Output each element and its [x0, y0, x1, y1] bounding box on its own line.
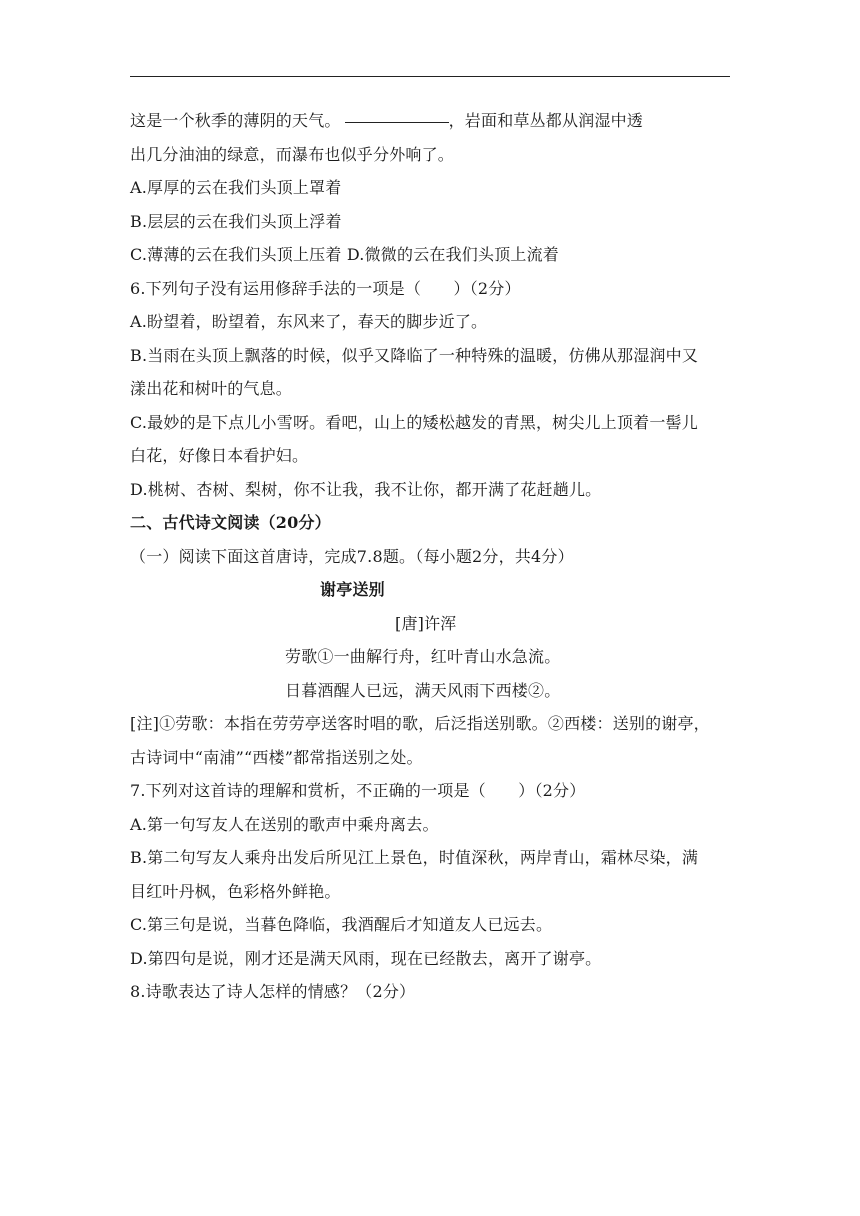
q5-option-a: A.厚厚的云在我们头顶上罩着 — [130, 178, 342, 197]
section-sub-heading: （一）阅读下面这首唐诗，完成7.8题。（每小题2分，共4分） — [130, 546, 574, 566]
q6-option-b-line2: 漾出花和树叶的气息。 — [130, 379, 293, 398]
q6-option-a: A.盼望着，盼望着，东风来了，春天的脚步近了。 — [130, 312, 488, 331]
q7-option-b-line2: 目红叶丹枫，色彩格外鲜艳。 — [130, 881, 341, 901]
q5-stem-line2: 出几分油油的绿意，而瀑布也似乎分外响了。 — [130, 144, 455, 164]
q7-stem: 7.下列对这首诗的理解和赏析，不正确的一项是（ ）（2分） — [130, 781, 586, 800]
q6-option-d: D.桃树、杏树、梨树，你不让我，我不让你，都开满了花赶趟儿。 — [130, 479, 602, 499]
q5-text-after-blank: ，岩面和草丛都从润湿中透 — [448, 111, 644, 130]
q5-stem-line1 — [130, 104, 730, 138]
header-rule — [130, 76, 730, 77]
poem-note-line2: 古诗词中“南浦”“西楼”都常指送别之处。 — [130, 747, 423, 767]
poem-line-1: 劳歌①一曲解行舟，红叶青山水急流。 — [285, 647, 561, 666]
document-body — [130, 104, 730, 1009]
poem-author: [唐]许浑 — [395, 613, 457, 633]
q6-option-c-line1: C.最妙的是下点儿小雪呀。看吧，山上的矮松越发的青黑，树尖儿上顶着一髻儿 — [130, 412, 698, 432]
answer-blank[interactable] — [345, 121, 449, 123]
poem-note-line1: [注]①劳歌：本指在劳劳亭送客时唱的歌，后泛指送别歌。②西楼：送别的谢亭， — [130, 714, 710, 733]
q8-stem: 8.诗歌表达了诗人怎样的情感？（2分） — [130, 982, 416, 1001]
q7-option-a: A.第一句写友人在送别的歌声中乘舟离去。 — [130, 814, 439, 834]
q7-option-b-line1: B.第二句写友人乘舟出发后所见江上景色，时值深秋，两岸青山，霜林尽染，满 — [130, 848, 699, 867]
q5-option-cd: C.薄薄的云在我们头顶上压着 D.微微的云在我们头顶上流着 — [130, 245, 559, 264]
q6-stem: 6.下列句子没有运用修辞手法的一项是（ ）（2分） — [130, 278, 521, 298]
q7-option-d: D.第四句是说，刚才还是满天风雨，现在已经散去，离开了谢亭。 — [130, 948, 602, 968]
q5-text-before-blank: 这是一个秋季的薄阴的天气。 — [130, 111, 341, 130]
q7-option-c: C.第三句是说，当暮色降临，我酒醒后才知道友人已远去。 — [130, 915, 553, 934]
poem-title: 谢亭送别 — [320, 580, 385, 599]
q6-option-c-line2: 白花，好像日本看护妇。 — [130, 446, 309, 465]
section-heading: 二、古代诗文阅读（20分） — [130, 513, 331, 532]
q6-option-b-line1: B.当雨在头顶上飘落的时候，似乎又降临了一种特殊的温暖，仿佛从那湿润中又 — [130, 345, 699, 365]
q5-option-b: B.层层的云在我们头顶上浮着 — [130, 211, 342, 231]
poem-line-2: 日暮酒醒人已远，满天风雨下西楼②。 — [285, 680, 561, 700]
